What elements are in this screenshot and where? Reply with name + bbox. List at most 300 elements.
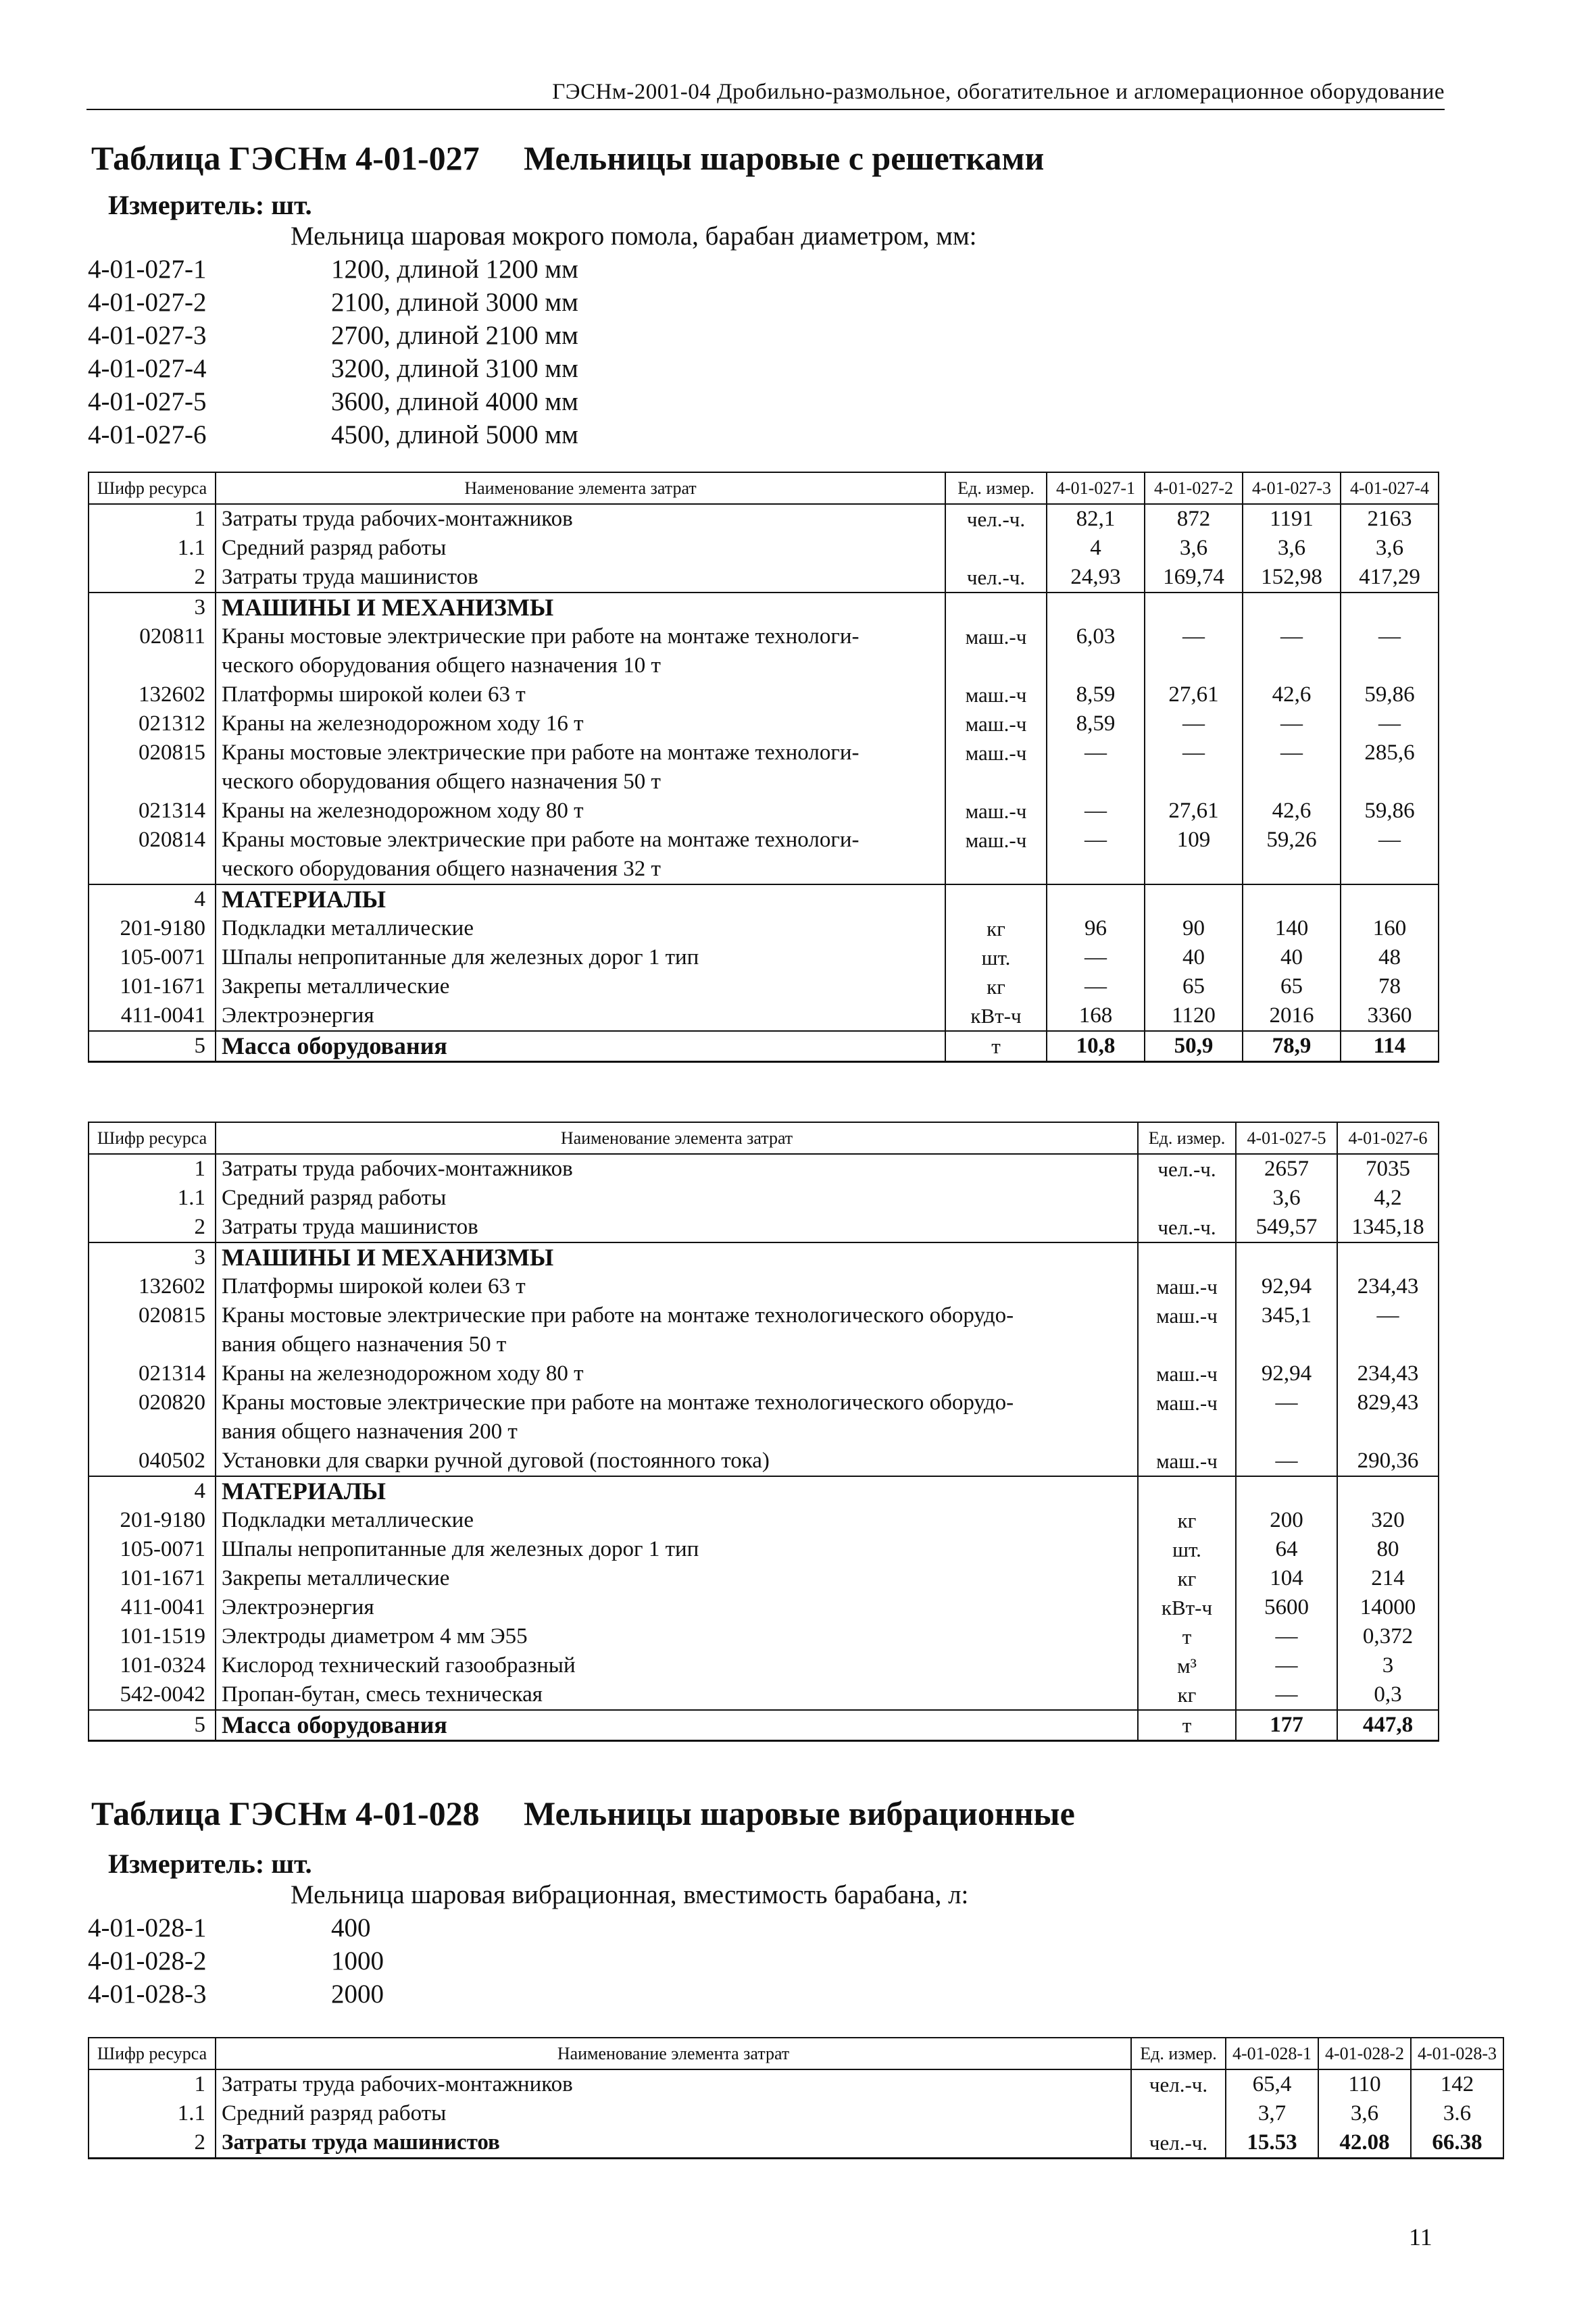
running-head: ГЭСНм-2001-04 Дробильно-размольное, обогатительное и агломерационное оборудование — [86, 80, 1445, 110]
cost-element-name: Краны мостовые электрические при работе на монтаже технологи- — [216, 738, 945, 768]
table-row — [89, 2128, 1503, 2159]
value-cell: 6,03 — [1047, 622, 1145, 651]
resource-code: 132602 — [89, 680, 216, 709]
table-row — [89, 943, 1439, 972]
unit-cell: чел.-ч. — [1131, 2069, 1226, 2099]
table-row — [89, 1535, 1439, 1564]
value-cell: 3 — [1337, 1651, 1439, 1680]
unit-cell: чел.-ч. — [1131, 2128, 1226, 2159]
value-cell: 3,6 — [1145, 534, 1243, 563]
spec-intro: Мельница шаровая мокрого помола, барабан диаметром, мм: — [291, 222, 977, 251]
spec-text: 3200, длиной 3100 мм — [331, 354, 578, 383]
value-cell: 3,6 — [1318, 2099, 1411, 2128]
cost-element-name: Затраты труда рабочих-монтажников — [216, 504, 945, 534]
spec-code: 4-01-027-6 — [88, 420, 207, 449]
cost-element-name: Краны мостовые электрические при работе на монтаже технологического оборудо- — [216, 1388, 1138, 1417]
value-cell: 285,6 — [1341, 738, 1439, 768]
unit-cell: маш.-ч — [1138, 1359, 1236, 1388]
table-row — [89, 1622, 1439, 1651]
table-row — [89, 709, 1439, 738]
spec-text: 4500, длиной 5000 мм — [331, 420, 578, 449]
value-cell: 40 — [1243, 943, 1341, 972]
unit-cell — [1138, 1184, 1236, 1213]
cost-element-name: Электроэнергия — [216, 1001, 945, 1031]
table-row — [89, 738, 1439, 768]
value-cell: 24,93 — [1047, 563, 1145, 593]
value-cell: — — [1341, 622, 1439, 651]
spec-text: 400 — [331, 1913, 371, 1942]
unit-cell: т — [945, 1031, 1047, 1062]
value-cell: 8,59 — [1047, 680, 1145, 709]
header-name: Наименование элемента затрат — [216, 1122, 1138, 1154]
value-cell — [1047, 884, 1145, 914]
resource-code: 101-1671 — [89, 972, 216, 1001]
value-cell: 104 — [1236, 1564, 1337, 1593]
cost-element-name: Подкладки металлические — [216, 1506, 1138, 1535]
value-cell — [1236, 1330, 1337, 1359]
cost-element-name: Платформы широкой колеи 63 т — [216, 1272, 1138, 1301]
value-cell: 160 — [1341, 914, 1439, 943]
unit-cell — [945, 534, 1047, 563]
resource-code: 3 — [89, 593, 216, 622]
unit-cell: маш.-ч — [945, 826, 1047, 855]
value-cell — [1047, 651, 1145, 680]
header-col: 4-01-027-4 — [1341, 472, 1439, 504]
cost-element-name: Краны мостовые электрические при работе на монтаже технологического оборудо- — [216, 1301, 1138, 1330]
value-cell: — — [1341, 826, 1439, 855]
value-cell: 829,43 — [1337, 1388, 1439, 1417]
value-cell: 142 — [1411, 2069, 1503, 2099]
header-code: Шифр ресурса — [89, 472, 216, 504]
cost-element-name: вания общего назначения 50 т — [216, 1330, 1138, 1359]
value-cell — [1145, 768, 1243, 797]
value-cell — [1145, 855, 1243, 884]
value-cell: 65 — [1145, 972, 1243, 1001]
value-cell — [1337, 1417, 1439, 1447]
header-col: 4-01-027-3 — [1243, 472, 1341, 504]
page-number: 11 — [1409, 2223, 1432, 2250]
cost-element-name: Масса оборудования — [216, 1710, 1138, 1741]
value-cell — [1341, 768, 1439, 797]
cost-element-name: вания общего назначения 200 т — [216, 1417, 1138, 1447]
value-cell: 872 — [1145, 504, 1243, 534]
value-cell: 4 — [1047, 534, 1145, 563]
unit-cell — [945, 884, 1047, 914]
unit-cell: м³ — [1138, 1651, 1236, 1680]
unit-cell: кг — [945, 914, 1047, 943]
value-cell: 0,372 — [1337, 1622, 1439, 1651]
cost-element-name: Затраты труда рабочих-монтажников — [216, 1154, 1138, 1184]
value-cell: 320 — [1337, 1506, 1439, 1535]
table-row — [89, 504, 1439, 534]
cost-element-name: Краны на железнодорожном ходу 80 т — [216, 797, 945, 826]
spec-code: 4-01-027-4 — [88, 354, 207, 383]
cost-element-name: Затраты труда машинистов — [216, 1213, 1138, 1242]
table-row — [89, 1388, 1439, 1417]
spec-item — [88, 1978, 968, 2011]
resource-code: 101-1671 — [89, 1564, 216, 1593]
header-code: Шифр ресурса — [89, 1122, 216, 1154]
cost-element-name: Средний разряд работы — [216, 534, 945, 563]
spec-item — [88, 385, 977, 418]
resource-code — [89, 651, 216, 680]
resource-code: 2 — [89, 1213, 216, 1242]
value-cell: 48 — [1341, 943, 1439, 972]
header-name: Наименование элемента затрат — [216, 2038, 1131, 2069]
cost-element-name: ческого оборудования общего назначения 32 т — [216, 855, 945, 884]
table-row — [89, 855, 1439, 884]
table-title — [91, 139, 1044, 178]
table-header-row — [89, 1122, 1439, 1154]
unit-cell: кВт-ч — [945, 1001, 1047, 1031]
cost-element-name: Краны на железнодорожном ходу 16 т — [216, 709, 945, 738]
value-cell: — — [1145, 709, 1243, 738]
value-cell — [1341, 855, 1439, 884]
header-col: 4-01-027-5 — [1236, 1122, 1337, 1154]
value-cell: 42.08 — [1318, 2128, 1411, 2159]
value-cell: — — [1047, 797, 1145, 826]
value-cell: — — [1243, 622, 1341, 651]
spec-item — [88, 253, 977, 286]
table-row — [89, 1476, 1439, 1506]
cost-element-name: Шпалы непропитанные для железных дорог 1 тип — [216, 1535, 1138, 1564]
value-cell — [1243, 855, 1341, 884]
spec-code: 4-01-027-3 — [88, 321, 207, 350]
table-row — [89, 1001, 1439, 1031]
header-col: 4-01-027-1 — [1047, 472, 1145, 504]
table-row — [89, 768, 1439, 797]
measure-unit: Измеритель: шт. — [108, 1848, 312, 1879]
cost-element-name: ческого оборудования общего назначения 10 т — [216, 651, 945, 680]
table-row — [89, 2069, 1503, 2099]
value-cell: — — [1236, 1447, 1337, 1476]
value-cell: 4,2 — [1337, 1184, 1439, 1213]
unit-cell: чел.-ч. — [945, 504, 1047, 534]
value-cell: — — [1047, 943, 1145, 972]
table-row — [89, 1506, 1439, 1535]
value-cell: 234,43 — [1337, 1359, 1439, 1388]
cost-element-name: Электроды диаметром 4 мм Э55 — [216, 1622, 1138, 1651]
unit-cell — [945, 651, 1047, 680]
cost-element-name: Затраты труда рабочих-монтажников — [216, 2069, 1131, 2099]
unit-cell: кВт-ч — [1138, 1593, 1236, 1622]
value-cell — [1337, 1330, 1439, 1359]
table-row — [89, 622, 1439, 651]
table-row — [89, 651, 1439, 680]
value-cell: 3,6 — [1243, 534, 1341, 563]
cost-element-name: МАТЕРИАЛЫ — [216, 884, 945, 914]
value-cell — [1337, 1476, 1439, 1506]
cost-element-name: Подкладки металлические — [216, 914, 945, 943]
spec-text: 2100, длиной 3000 мм — [331, 288, 578, 317]
table-row — [89, 2099, 1503, 2128]
value-cell: 214 — [1337, 1564, 1439, 1593]
value-cell: — — [1047, 826, 1145, 855]
resource-code: 1.1 — [89, 534, 216, 563]
value-cell — [1145, 651, 1243, 680]
table-row — [89, 593, 1439, 622]
resource-code: 020820 — [89, 1388, 216, 1417]
spec-text: 1200, длиной 1200 мм — [331, 255, 578, 284]
table-row — [89, 1031, 1439, 1062]
header-unit: Ед. измер. — [945, 472, 1047, 504]
value-cell — [1341, 651, 1439, 680]
value-cell: 152,98 — [1243, 563, 1341, 593]
spec-item — [88, 319, 977, 352]
cost-element-name: Затраты труда машинистов — [216, 2128, 1131, 2159]
unit-cell — [945, 593, 1047, 622]
unit-cell — [1138, 1330, 1236, 1359]
resource-code: 201-9180 — [89, 1506, 216, 1535]
cost-element-name: Краны мостовые электрические при работе на монтаже технологи- — [216, 622, 945, 651]
table-name: Мельницы шаровые вибрационные — [524, 1794, 1075, 1832]
header-col: 4-01-028-2 — [1318, 2038, 1411, 2069]
table-header-row — [89, 2038, 1503, 2069]
cost-element-name: Закрепы металлические — [216, 1564, 1138, 1593]
table-code: Таблица ГЭСНм 4-01-027 — [91, 139, 480, 177]
unit-cell: маш.-ч — [945, 709, 1047, 738]
spec-code: 4-01-028-3 — [88, 1980, 207, 2009]
value-cell — [1243, 651, 1341, 680]
unit-cell: кг — [1138, 1564, 1236, 1593]
spec-code: 4-01-027-2 — [88, 288, 207, 317]
resource-code: 020815 — [89, 738, 216, 768]
table-title — [91, 1794, 1075, 1833]
spec-code: 4-01-027-1 — [88, 255, 207, 284]
value-cell: 3,7 — [1226, 2099, 1318, 2128]
value-cell: 42,6 — [1243, 680, 1341, 709]
value-cell: 140 — [1243, 914, 1341, 943]
resource-code: 4 — [89, 884, 216, 914]
value-cell — [1145, 884, 1243, 914]
value-cell: 92,94 — [1236, 1272, 1337, 1301]
unit-cell: маш.-ч — [945, 680, 1047, 709]
value-cell: 2657 — [1236, 1154, 1337, 1184]
value-cell — [1341, 593, 1439, 622]
value-cell: 96 — [1047, 914, 1145, 943]
value-cell: 2016 — [1243, 1001, 1341, 1031]
unit-cell: чел.-ч. — [1138, 1154, 1236, 1184]
cost-element-name: МАШИНЫ И МЕХАНИЗМЫ — [216, 1242, 1138, 1272]
value-cell: 177 — [1236, 1710, 1337, 1741]
unit-cell — [945, 768, 1047, 797]
measure-unit: Измеритель: шт. — [108, 190, 312, 220]
cost-element-name: Установки для сварки ручной дуговой (постоянного тока) — [216, 1447, 1138, 1476]
cost-element-name: Платформы широкой колеи 63 т — [216, 680, 945, 709]
table-code: Таблица ГЭСНм 4-01-028 — [91, 1794, 480, 1832]
table-row — [89, 1710, 1439, 1741]
resource-code: 020811 — [89, 622, 216, 651]
value-cell: — — [1236, 1680, 1337, 1710]
value-cell: 447,8 — [1337, 1710, 1439, 1741]
unit-cell: шт. — [945, 943, 1047, 972]
spec-text: 2000 — [331, 1980, 384, 2009]
value-cell: 50,9 — [1145, 1031, 1243, 1062]
resource-code: 411-0041 — [89, 1001, 216, 1031]
unit-cell: чел.-ч. — [945, 563, 1047, 593]
table-name: Мельницы шаровые с решетками — [524, 139, 1045, 177]
resource-code: 040502 — [89, 1447, 216, 1476]
resource-code: 132602 — [89, 1272, 216, 1301]
resource-code: 4 — [89, 1476, 216, 1506]
resource-code: 021312 — [89, 709, 216, 738]
unit-cell: кг — [1138, 1680, 1236, 1710]
value-cell: — — [1236, 1651, 1337, 1680]
table-row — [89, 797, 1439, 826]
value-cell: 59,86 — [1341, 797, 1439, 826]
spec-intro: Мельница шаровая вибрационная, вместимость барабана, л: — [291, 1880, 969, 1909]
header-col: 4-01-027-6 — [1337, 1122, 1439, 1154]
cost-element-name: Шпалы непропитанные для железных дорог 1 тип — [216, 943, 945, 972]
resource-code: 1 — [89, 2069, 216, 2099]
value-cell: 290,36 — [1337, 1447, 1439, 1476]
spec-list — [88, 1878, 968, 2011]
header-code: Шифр ресурса — [89, 2038, 216, 2069]
value-cell: 78,9 — [1243, 1031, 1341, 1062]
resource-code: 101-0324 — [89, 1651, 216, 1680]
table-row — [89, 1272, 1439, 1301]
header-col: 4-01-028-3 — [1411, 2038, 1503, 2069]
resource-code: 2 — [89, 2128, 216, 2159]
table-header-row — [89, 472, 1439, 504]
table-row — [89, 563, 1439, 593]
table-row — [89, 914, 1439, 943]
value-cell: 3,6 — [1236, 1184, 1337, 1213]
value-cell: 64 — [1236, 1535, 1337, 1564]
value-cell — [1145, 593, 1243, 622]
value-cell: 114 — [1341, 1031, 1439, 1062]
resource-code: 1.1 — [89, 1184, 216, 1213]
resource-code — [89, 855, 216, 884]
value-cell: — — [1341, 709, 1439, 738]
value-cell: 59,86 — [1341, 680, 1439, 709]
table-row — [89, 1651, 1439, 1680]
value-cell: 1191 — [1243, 504, 1341, 534]
cost-element-name: Краны мостовые электрические при работе на монтаже технологи- — [216, 826, 945, 855]
resource-code: 201-9180 — [89, 914, 216, 943]
value-cell: 417,29 — [1341, 563, 1439, 593]
value-cell: 10,8 — [1047, 1031, 1145, 1062]
resource-code — [89, 768, 216, 797]
value-cell: 110 — [1318, 2069, 1411, 2099]
value-cell: 90 — [1145, 914, 1243, 943]
resource-code: 020814 — [89, 826, 216, 855]
value-cell: 40 — [1145, 943, 1243, 972]
value-cell: 66.38 — [1411, 2128, 1503, 2159]
resource-code: 020815 — [89, 1301, 216, 1330]
table-row — [89, 1417, 1439, 1447]
cost-element-name: Средний разряд работы — [216, 2099, 1131, 2128]
spec-item — [88, 418, 977, 451]
table-row — [89, 1680, 1439, 1710]
table-row — [89, 1564, 1439, 1593]
value-cell: 3,6 — [1341, 534, 1439, 563]
value-cell: 7035 — [1337, 1154, 1439, 1184]
value-cell — [1341, 884, 1439, 914]
unit-cell — [945, 855, 1047, 884]
resource-table — [88, 472, 1439, 1063]
cost-element-name: Краны на железнодорожном ходу 80 т — [216, 1359, 1138, 1388]
unit-cell: чел.-ч. — [1138, 1213, 1236, 1242]
value-cell: 78 — [1341, 972, 1439, 1001]
header-col: 4-01-027-2 — [1145, 472, 1243, 504]
value-cell: 234,43 — [1337, 1272, 1439, 1301]
value-cell: — — [1236, 1388, 1337, 1417]
table-row — [89, 680, 1439, 709]
table-row — [89, 972, 1439, 1001]
value-cell: 15.53 — [1226, 2128, 1318, 2159]
cost-element-name: Электроэнергия — [216, 1593, 1138, 1622]
value-cell: — — [1145, 622, 1243, 651]
value-cell — [1047, 593, 1145, 622]
table-row — [89, 1301, 1439, 1330]
value-cell: 65 — [1243, 972, 1341, 1001]
spec-item — [88, 286, 977, 319]
resource-code: 3 — [89, 1242, 216, 1272]
value-cell: — — [1236, 1622, 1337, 1651]
value-cell: — — [1337, 1301, 1439, 1330]
value-cell — [1243, 593, 1341, 622]
value-cell: — — [1047, 972, 1145, 1001]
resource-code: 542-0042 — [89, 1680, 216, 1710]
unit-cell: маш.-ч — [945, 738, 1047, 768]
value-cell: 27,61 — [1145, 797, 1243, 826]
unit-cell: маш.-ч — [945, 797, 1047, 826]
unit-cell: маш.-ч — [1138, 1272, 1236, 1301]
value-cell — [1236, 1242, 1337, 1272]
value-cell: 80 — [1337, 1535, 1439, 1564]
resource-code — [89, 1330, 216, 1359]
table-row — [89, 1154, 1439, 1184]
resource-code: 411-0041 — [89, 1593, 216, 1622]
value-cell — [1243, 884, 1341, 914]
spec-text: 2700, длиной 2100 мм — [331, 321, 578, 350]
resource-code: 1.1 — [89, 2099, 216, 2128]
unit-cell — [1131, 2099, 1226, 2128]
value-cell — [1243, 768, 1341, 797]
table-row — [89, 1330, 1439, 1359]
value-cell: 59,26 — [1243, 826, 1341, 855]
value-cell: 109 — [1145, 826, 1243, 855]
value-cell — [1047, 855, 1145, 884]
value-cell: 3360 — [1341, 1001, 1439, 1031]
value-cell: — — [1243, 709, 1341, 738]
spec-item — [88, 1944, 968, 1978]
resource-code: 2 — [89, 563, 216, 593]
table-row — [89, 1242, 1439, 1272]
spec-code: 4-01-027-5 — [88, 387, 207, 416]
unit-cell: маш.-ч — [1138, 1388, 1236, 1417]
resource-code: 5 — [89, 1710, 216, 1741]
resource-code: 5 — [89, 1031, 216, 1062]
resource-code: 1 — [89, 504, 216, 534]
resource-code: 1 — [89, 1154, 216, 1184]
value-cell: 3.6 — [1411, 2099, 1503, 2128]
value-cell — [1236, 1417, 1337, 1447]
value-cell: 169,74 — [1145, 563, 1243, 593]
resource-code: 021314 — [89, 1359, 216, 1388]
value-cell: 168 — [1047, 1001, 1145, 1031]
unit-cell — [1138, 1417, 1236, 1447]
table-row — [89, 1213, 1439, 1242]
table-row — [89, 534, 1439, 563]
spec-item — [88, 1911, 968, 1944]
header-unit: Ед. измер. — [1131, 2038, 1226, 2069]
unit-cell: т — [1138, 1710, 1236, 1741]
spec-code: 4-01-028-1 — [88, 1913, 207, 1942]
resource-table — [88, 2037, 1504, 2159]
unit-cell: кг — [1138, 1506, 1236, 1535]
